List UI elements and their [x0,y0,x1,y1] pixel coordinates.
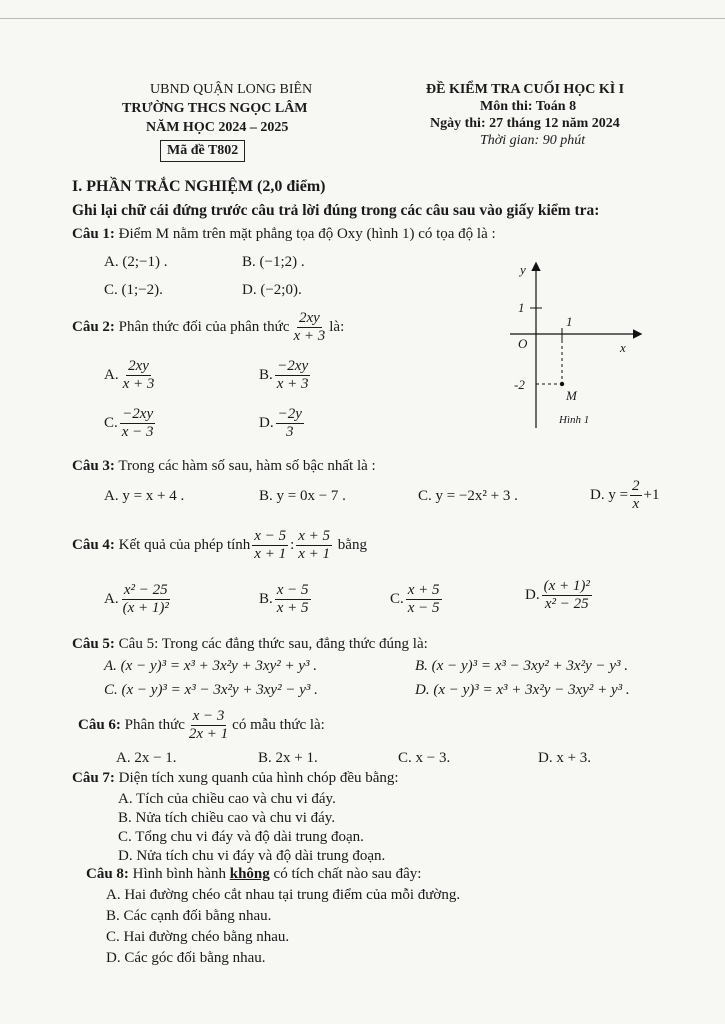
exam-subject: Môn thi: Toán 8 [480,99,577,114]
q2-option-a [104,358,158,392]
section-title: I. PHẦN TRẮC NGHIỆM (2,0 điểm) [72,178,326,195]
q5-option-b: B. (x − y)³ = x³ − 3xy² + 3x²y − y³ . [415,658,629,674]
question-label: Câu 6: [78,716,121,733]
question-label: Câu 4: [72,536,115,553]
fraction [406,582,442,616]
denominator: x² − 25 [544,595,589,612]
exam-title: ĐỀ KIỂM TRA CUỐI HỌC KÌ I [426,82,625,97]
q3-option-d [590,478,660,512]
district-name: UBND QUẬN LONG BIÊN [150,82,313,97]
q5-option-d: D. (x − y)³ = x³ + 3x²y − 3xy² + y³ . [415,682,630,698]
denominator: x + 1 [254,545,287,562]
numerator: 2xy [128,358,149,374]
fraction [121,582,171,616]
q1-option-b: B. (−1;2) . [242,254,305,270]
fraction [121,358,157,392]
numerator: −2y [277,406,302,422]
q7-option-b: B. Nửa tích chiều cao và chu vi đáy. [118,810,336,826]
q6-option-a: A. 2x − 1. [116,750,177,766]
option-letter: A. [104,590,119,607]
exam-date: Ngày thi: 27 tháng 12 năm 2024 [430,116,620,131]
question-text: Phân thức đối của phân thức [118,318,290,335]
numerator: x + 5 [298,528,331,544]
numerator: −2xy [122,406,154,422]
fraction [542,578,592,612]
denominator: x + 1 [298,545,331,562]
question-text-tail: có tích chất nào sau đây: [273,866,422,882]
option-letter: B. [259,366,273,383]
numerator: 2xy [298,310,320,326]
question-4 [72,528,367,562]
question-5 [72,636,428,653]
exam-duration: Thời gian: 90 phút [480,133,586,148]
option-letter: A. [104,366,119,383]
question-text: Câu 5: Trong các đẳng thức sau, đẳng thức đúng là: [118,636,428,652]
tick-label-x-1: 1 [566,314,573,329]
denominator: x − 5 [407,599,440,616]
q8-option-a: A. Hai đường chéo cắt nhau tại trung điểm của mỗi đường. [106,887,461,903]
figure-caption: Hình 1 [559,414,590,426]
denominator: x [632,495,640,512]
q7-option-c: C. Tổng chu vi đáy và độ dài trung đoạn. [118,829,364,845]
scan-top-border [0,6,725,19]
numerator: 2 [632,478,640,494]
denominator: x + 3 [276,375,309,392]
q1-option-d: D. (−2;0). [242,282,302,298]
denominator: x + 3 [122,375,155,392]
q7-option-d: D. Nửa tích chu vi đáy và độ dài trung đoạn. [118,848,386,864]
q5-option-c: C. (x − y)³ = x³ − 3x²y + 3xy² − y³ . [104,682,318,698]
q5-option-a: A. (x − y)³ = x³ + 3x²y + 3xy² + y³ . [104,658,318,674]
q3-option-c: C. y = −2x² + 3 . [418,488,518,504]
question-suffix: có mẫu thức là: [232,716,325,733]
fraction [252,528,288,562]
tick-label-y-1: 1 [518,300,525,315]
numerator: x + 5 [407,582,440,598]
denominator: 2x + 1 [188,725,229,742]
numerator: −2xy [277,358,309,374]
q2-option-c [104,406,158,440]
q4-option-a [104,582,173,616]
numerator: x − 3 [192,708,225,724]
question-label: Câu 5: [72,636,115,652]
section-instruction: Ghi lại chữ cái đứng trước câu trả lời đúng trong các câu sau vào giấy kiểm tra: [72,202,600,219]
question-label: Câu 3: [72,458,115,474]
denominator: (x + 1)² [122,599,169,616]
fraction [120,406,156,440]
option-tail: +1 [643,486,660,503]
question-text: Phân thức [124,716,185,733]
q2-option-b [259,358,313,392]
option-letter: C. [104,414,118,431]
q6-option-d: D. x + 3. [538,750,592,766]
question-text: Trong các hàm số sau, hàm số bậc nhất là : [118,458,376,474]
question-text: Hình bình hành [132,866,226,882]
question-7 [72,770,399,787]
question-8 [86,866,421,883]
school-year: NĂM HỌC 2024 – 2025 [146,120,289,135]
option-letter: D. [259,414,274,431]
denominator: x + 5 [276,599,309,616]
numerator: x − 5 [254,528,287,544]
q1-option-a: A. (2;−1) . [104,254,168,270]
tick-label-y-minus-2: -2 [514,377,525,392]
point-m [560,382,564,386]
question-text: Điểm M nằm trên mặt phẳng tọa độ Oxy (hình 1) có tọa độ là : [118,226,496,242]
question-suffix: là: [329,318,345,335]
q3-option-a: A. y = x + 4 . [104,488,185,504]
emphasis-word: không [229,866,270,882]
numerator: x² − 25 [123,582,168,598]
q1-option-c: C. (1;−2). [104,282,163,298]
exam-code: Mã đề T802 [160,140,245,162]
option-letter: C. [390,590,404,607]
numerator: (x + 1)² [543,578,590,594]
q4-option-d [525,578,594,612]
option-letter: D. y = [590,486,629,503]
q6-option-c: C. x − 3. [398,750,451,766]
option-letter: D. [525,586,540,603]
axis-label-y: y [520,262,526,277]
fraction [291,310,327,344]
question-label: Câu 1: [72,226,115,242]
question-text: Kết quả của phép tính [118,536,251,553]
question-3 [72,458,376,475]
q3-option-b: B. y = 0x − 7 . [259,488,346,504]
origin-label: O [518,336,528,351]
q2-option-d [259,406,306,440]
operator: : [290,536,295,553]
question-6 [78,708,325,742]
option-letter: B. [259,590,273,607]
fraction [276,406,304,440]
point-m-label: M [566,388,577,403]
axis-label-x: x [620,340,626,355]
denominator: x − 3 [121,423,154,440]
fraction [275,582,311,616]
q7-option-a: A. Tích của chiều cao và chu vi đáy. [118,791,336,807]
question-label: Câu 7: [72,770,115,786]
fraction [187,708,230,742]
question-label: Câu 2: [72,318,115,335]
fraction [296,528,332,562]
denominator: 3 [285,423,294,440]
denominator: x + 3 [293,327,326,344]
q6-option-b: B. 2x + 1. [258,750,318,766]
question-label: Câu 8: [86,866,129,882]
q8-option-c: C. Hai đường chéo bằng nhau. [106,929,290,945]
fraction [275,358,311,392]
numerator: x − 5 [276,582,309,598]
question-text: Diện tích xung quanh của hình chóp đều bằng: [118,770,399,786]
school-name: TRƯỜNG THCS NGỌC LÂM [122,101,308,116]
question-1 [72,226,496,243]
fraction [630,478,642,512]
question-suffix: bằng [337,536,367,553]
q8-option-b: B. Các cạnh đối bằng nhau. [106,908,272,924]
q4-option-c [390,582,444,616]
question-2 [72,310,344,344]
q4-option-b [259,582,313,616]
q8-option-d: D. Các góc đối bằng nhau. [106,950,266,966]
